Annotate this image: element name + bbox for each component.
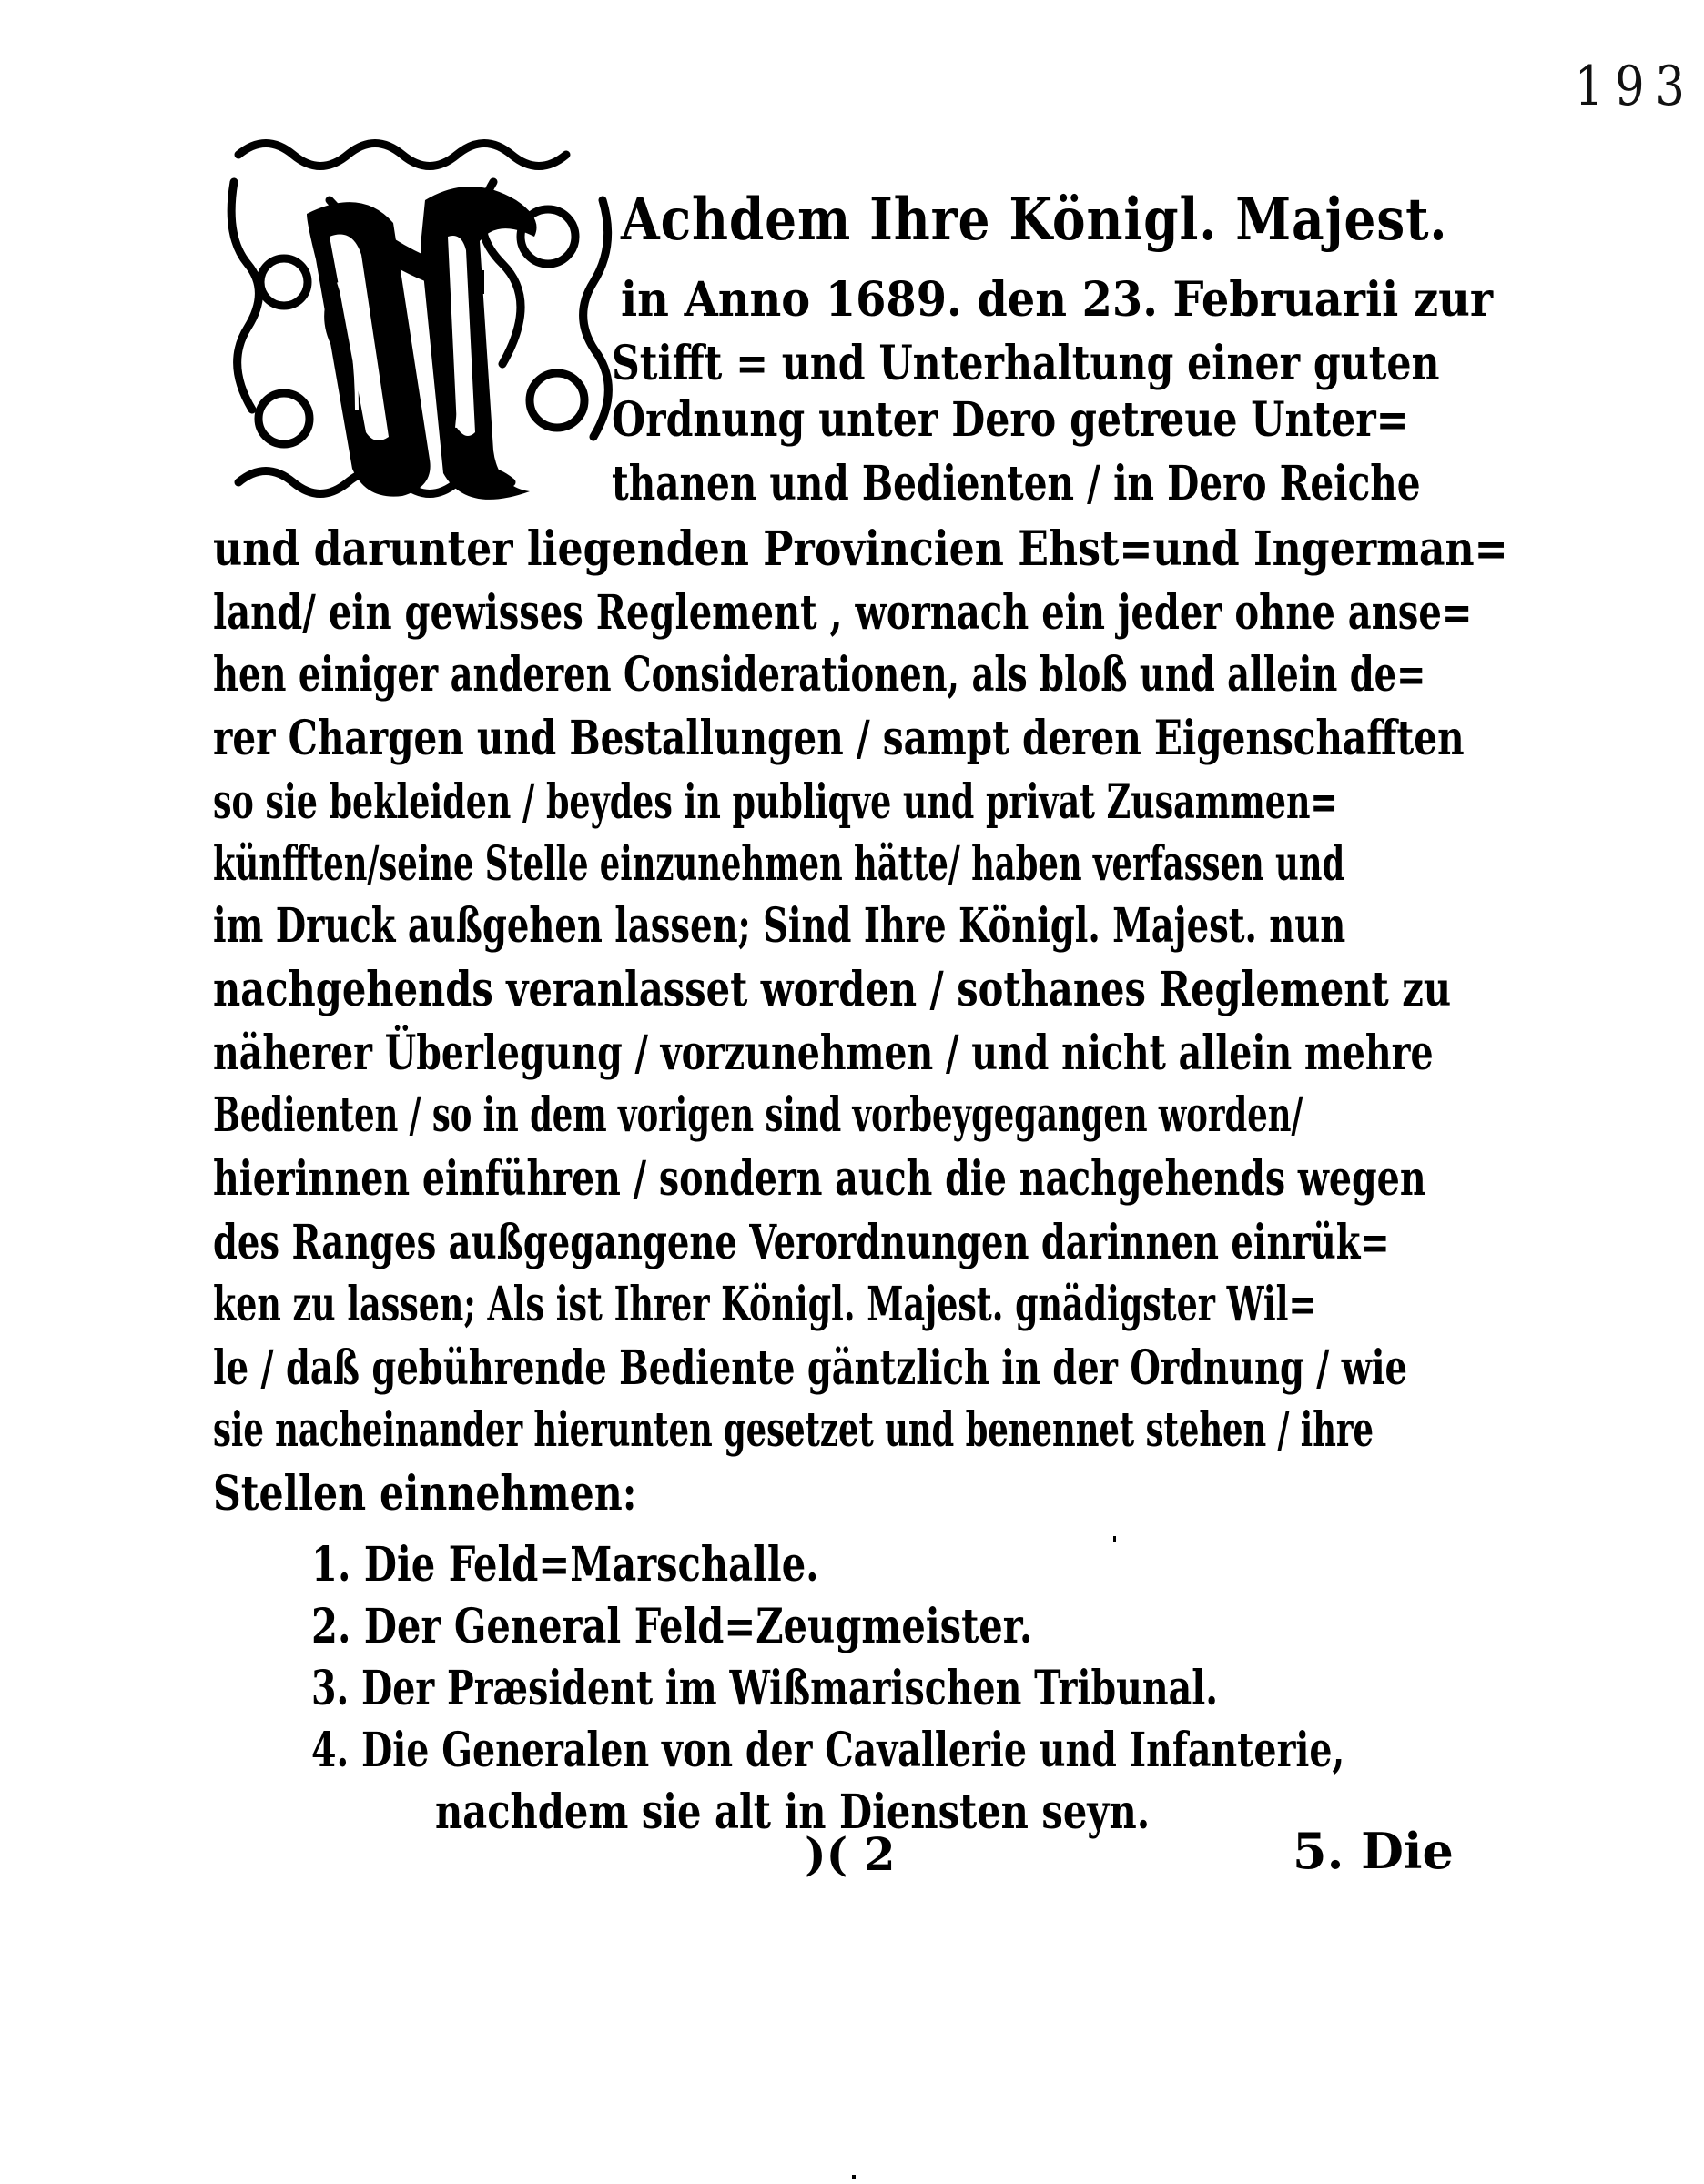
body-line: rer Chargen und Bestallungen / sampt deren Eigenschafften xyxy=(213,711,1465,766)
list-item-continuation: nachdem sie alt in Diensten seyn. xyxy=(435,1785,1151,1840)
list-item: 4. Die Generalen von der Cavallerie und Infanterie, xyxy=(311,1723,1345,1778)
ink-speck xyxy=(1113,1536,1116,1542)
list-item: 2. Der General Feld=Zeugmeister. xyxy=(311,1599,1033,1654)
decorated-initial-n-icon xyxy=(220,127,614,500)
body-line: Stellen einnehmen: xyxy=(213,1466,637,1522)
body-line: Stifft = und Unterhaltung einer guten xyxy=(612,336,1440,391)
list-item: 3. Der Præsident im Wißmarischen Tribunal. xyxy=(311,1661,1218,1716)
body-line: Bedienten / so in dem vorigen sind vorbeygegangen worden/ xyxy=(213,1087,1303,1143)
list-item: 1. Die Feld=Marschalle. xyxy=(311,1537,819,1592)
body-line: hierinnen einführen / sondern auch die nachgehends wegen xyxy=(213,1151,1426,1207)
body-line: des Ranges außgegangene Verordnungen darinnen einrük= xyxy=(213,1215,1390,1270)
heading-line: Achdem Ihre Königl. Majest. xyxy=(621,186,1448,254)
body-line: ken zu lassen; Als ist Ihrer Königl. Majest. gnädigster Wil= xyxy=(213,1277,1317,1332)
ink-speck xyxy=(852,2175,856,2179)
folio-number: 193 xyxy=(1574,55,1696,118)
body-line: näherer Überlegung / vorzunehmen / und nicht allein mehre xyxy=(213,1026,1434,1081)
body-line: künfften/seine Stelle einzunehmen hätte/ haben verfassen und xyxy=(213,836,1345,892)
catchword: 5. Die xyxy=(1293,1822,1454,1880)
body-line: sie nacheinander hierunten gesetzet und benennet stehen / ihre xyxy=(213,1402,1374,1458)
signature-mark: )( 2 xyxy=(805,1827,896,1881)
body-line: thanen und Bedienten / in Dero Reiche xyxy=(612,456,1421,511)
body-line: so sie bekleiden / beydes in publiqve und privat Zusammen= xyxy=(213,774,1338,830)
body-line: in Anno 1689. den 23. Februarii zur xyxy=(621,272,1494,328)
body-line: nachgehends veranlasset worden / sothanes Reglement zu xyxy=(213,962,1452,1017)
body-line: hen einiger anderen Considerationen, als bloß und allein de= xyxy=(213,647,1426,703)
body-line: le / daß gebührende Bediente gäntzlich in der Ordnung / wie xyxy=(213,1340,1407,1396)
body-line: land/ ein gewisses Reglement , wornach ein jeder ohne anse= xyxy=(213,585,1473,641)
body-line: Ordnung unter Dero getreue Unter= xyxy=(612,392,1409,448)
body-line: und darunter liegenden Provincien Ehst=und Ingerman= xyxy=(213,521,1508,577)
body-line: im Druck außgehen lassen; Sind Ihre Königl. Majest. nun xyxy=(213,898,1346,954)
